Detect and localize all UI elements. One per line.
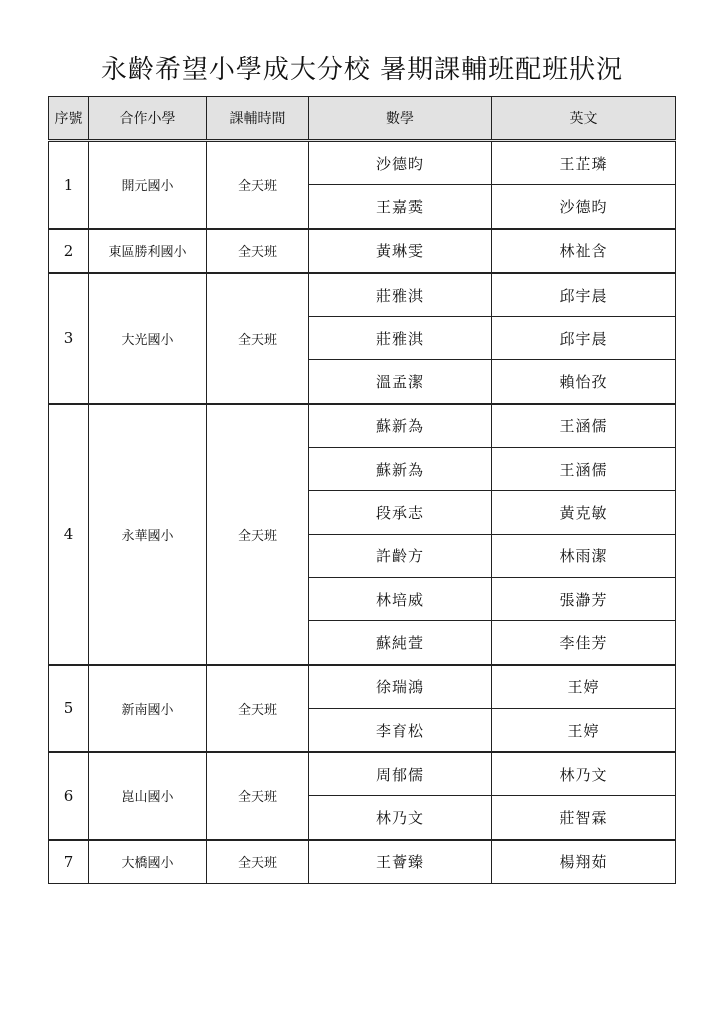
math-tutor: 徐瑞鴻: [309, 665, 492, 709]
english-tutor: 黃克敏: [492, 491, 676, 534]
school-name: 大橋國小: [89, 840, 207, 884]
header-english: 英文: [492, 97, 676, 141]
group-number: 4: [49, 404, 89, 665]
math-tutor: 許齡方: [309, 534, 492, 577]
math-tutor: 溫孟潔: [309, 360, 492, 404]
english-tutor: 王婷: [492, 665, 676, 709]
school-name: 崑山國小: [89, 752, 207, 840]
english-tutor: 王涵儒: [492, 448, 676, 491]
math-tutor: 蘇新為: [309, 448, 492, 491]
class-assignment-table: [48, 96, 676, 884]
table-row: [49, 840, 676, 884]
school-name: 新南國小: [89, 665, 207, 753]
table-row: [49, 229, 676, 273]
english-tutor: 李佳芳: [492, 621, 676, 665]
session-time: 全天班: [207, 665, 309, 753]
english-tutor: 王涵儒: [492, 404, 676, 448]
school-name: 開元國小: [89, 141, 207, 229]
school-group: [49, 229, 676, 273]
document-title: 永齡希望小學成大分校 暑期課輔班配班狀況: [100, 55, 624, 85]
math-tutor: 周郁儒: [309, 752, 492, 796]
math-tutor: 林乃文: [309, 796, 492, 840]
math-tutor: 段承志: [309, 491, 492, 534]
school-name: 永華國小: [89, 404, 207, 665]
english-tutor: 莊智霖: [492, 796, 676, 840]
english-tutor: 林祉含: [492, 229, 676, 273]
english-tutor: 張瀞芳: [492, 577, 676, 620]
math-tutor: 李育松: [309, 708, 492, 752]
table-header: [49, 97, 676, 141]
table-row: [49, 752, 676, 796]
group-number: 6: [49, 752, 89, 840]
school-name: 東區勝利國小: [89, 229, 207, 273]
school-group: [49, 273, 676, 404]
table-row: [49, 141, 676, 185]
english-tutor: 楊翔茹: [492, 840, 676, 884]
session-time: 全天班: [207, 404, 309, 665]
group-number: 2: [49, 229, 89, 273]
math-tutor: 林培威: [309, 577, 492, 620]
english-tutor: 賴怡孜: [492, 360, 676, 404]
math-tutor: 莊雅淇: [309, 273, 492, 317]
math-tutor: 王薈臻: [309, 840, 492, 884]
header-no: 序號: [49, 97, 89, 141]
english-tutor: 林乃文: [492, 752, 676, 796]
math-tutor: 蘇新為: [309, 404, 492, 448]
english-tutor: 王婷: [492, 708, 676, 752]
header-row: [49, 97, 676, 141]
school-group: [49, 840, 676, 884]
school-group: [49, 141, 676, 229]
header-school: 合作小學: [89, 97, 207, 141]
math-tutor: 莊雅淇: [309, 317, 492, 360]
table-row: [49, 404, 676, 448]
math-tutor: 王嘉霙: [309, 185, 492, 229]
table-row: [49, 273, 676, 317]
group-number: 1: [49, 141, 89, 229]
group-number: 5: [49, 665, 89, 753]
english-tutor: 林雨潔: [492, 534, 676, 577]
math-tutor: 沙德昀: [309, 141, 492, 185]
english-tutor: 邱宇晨: [492, 273, 676, 317]
session-time: 全天班: [207, 141, 309, 229]
header-time: 課輔時間: [207, 97, 309, 141]
table-row: [49, 665, 676, 709]
school-group: [49, 752, 676, 840]
group-number: 3: [49, 273, 89, 404]
school-group: [49, 404, 676, 665]
session-time: 全天班: [207, 273, 309, 404]
school-name: 大光國小: [89, 273, 207, 404]
header-math: 數學: [309, 97, 492, 141]
english-tutor: 王芷璘: [492, 141, 676, 185]
session-time: 全天班: [207, 752, 309, 840]
english-tutor: 邱宇晨: [492, 317, 676, 360]
group-number: 7: [49, 840, 89, 884]
session-time: 全天班: [207, 229, 309, 273]
english-tutor: 沙德昀: [492, 185, 676, 229]
math-tutor: 黃琳雯: [309, 229, 492, 273]
school-group: [49, 665, 676, 753]
session-time: 全天班: [207, 840, 309, 884]
math-tutor: 蘇純萱: [309, 621, 492, 665]
